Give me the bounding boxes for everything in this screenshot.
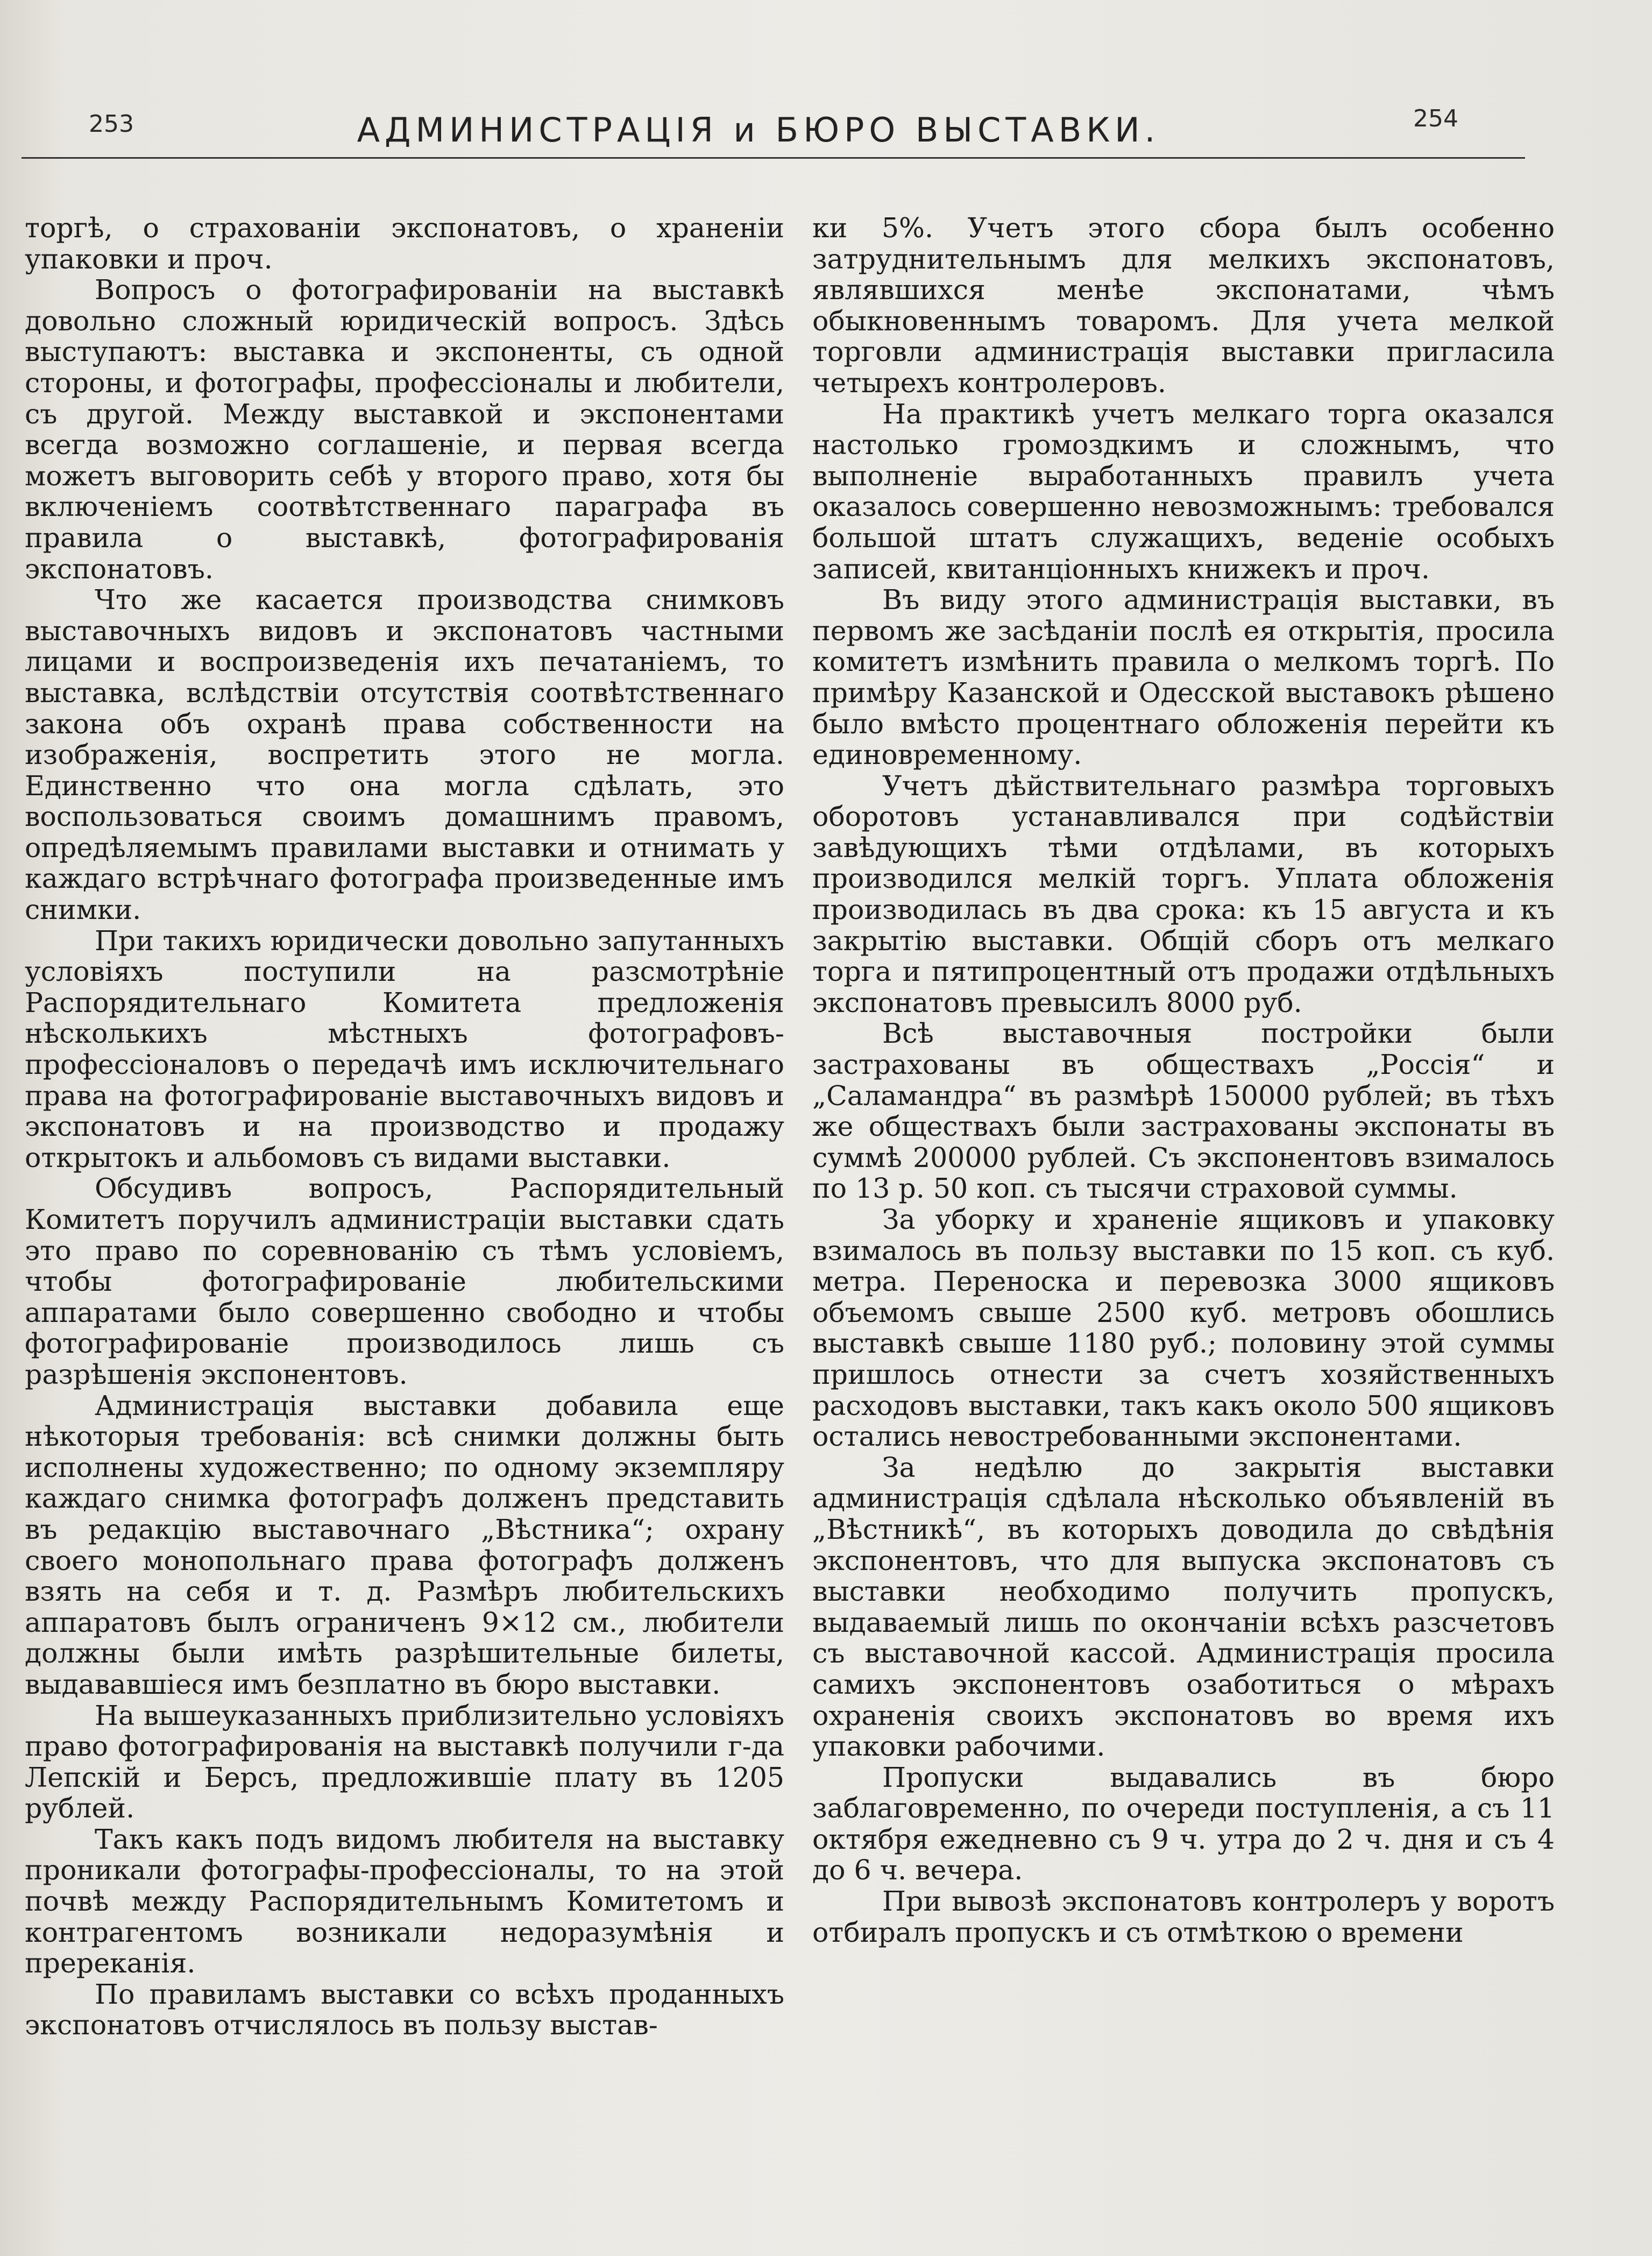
page-number-right: 254 [1413, 105, 1458, 132]
paragraph: За уборку и храненіе ящиковъ и упаковку взималось въ пользу выставки по 15 коп. съ куб. метра. Переноска и перевозка 3000 ящиковъ объемомъ свыше 2500 куб. метровъ обошлись выставкѣ свыше 1180 руб.; половину этой суммы пришлось отнести за счетъ хозяйственныхъ расходовъ выставки, такъ какъ около 500 ящиковъ остались невостребованными экспонентами. [812, 1204, 1555, 1453]
paragraph: За недѣлю до закрытія выставки администрація сдѣлала нѣсколько объявленій въ „Вѣстникѣ“, въ которыхъ доводила до свѣдѣнія экспонентовъ, что для выпуска экспонатовъ съ выставки необходимо получить пропускъ, выдаваемый лишь по окончаніи всѣхъ разсчетовъ съ выставочной кассой. Администрація просила самихъ экспонентовъ озаботиться о мѣрахъ охраненія своихъ экспонатовъ во время ихъ упаковки рабочими. [812, 1451, 1555, 1763]
paragraph: На вышеуказанныхъ приблизительно условіяхъ право фотографированія на выставкѣ получили г-да Лепскій и Берсъ, предложившіе плату въ 1205 рублей. [25, 1699, 784, 1824]
page-number-left: 253 [89, 110, 134, 138]
paragraph: Учетъ дѣйствительнаго размѣра торговыхъ оборотовъ устанавливался при содѣйствіи завѣдующихъ тѣми отдѣлами, въ которыхъ производился мелкій торгъ. Уплата обложенія производилась въ два срока: къ 15 августа и къ закрытію выставки. Общій сборъ отъ мелкаго торга и пятипроцентный отъ продажи отдѣльныхъ экспонатовъ превысилъ 8000 руб. [812, 769, 1555, 1019]
paragraph: При вывозѣ экспонатовъ контролеръ у воротъ отбиралъ пропускъ и съ отмѣткою о времени [812, 1885, 1555, 1948]
paragraph: Въ виду этого администрація выставки, въ первомъ же засѣданіи послѣ ея открытія, просила комитетъ измѣнить правила о мелкомъ торгѣ. По примѣру Казанской и Одесской выставокъ рѣшено было вмѣсто процентнаго обложенія перейти къ единовременному. [812, 584, 1555, 771]
right-column [812, 213, 1555, 1948]
paragraph: торгѣ, о страхованіи экспонатовъ, о храненіи упаковки и проч. [25, 212, 784, 275]
paragraph: На практикѣ учетъ мелкаго торга оказался настолько громоздкимъ и сложнымъ, что выполненіе выработанныхъ правилъ учета оказалось совершенно невозможнымъ: требовался большой штатъ служащихъ, веденіе особыхъ записей, квитанціонныхъ книжекъ и проч. [812, 398, 1555, 585]
left-column [25, 213, 784, 2041]
paragraph: Обсудивъ вопросъ, Распорядительный Комитетъ поручилъ администраціи выставки сдать это право по соревнованію съ тѣмъ условіемъ, чтобы фотографированіе любительскими аппаратами было совершенно свободно и чтобы фотографированіе производилось лишь съ разрѣшенія экспонентовъ. [25, 1172, 784, 1390]
paragraph: Такъ какъ подъ видомъ любителя на выставку проникали фотографы-профессіоналы, то на этой почвѣ между Распорядительнымъ Комитетомъ и контрагентомъ возникали недоразумѣнія и пререканія. [25, 1823, 784, 1979]
paragraph: Администрація выставки добавила еще нѣкоторыя требованія: всѣ снимки должны быть исполнены художественно; по одному экземпляру каждаго снимка фотографъ долженъ представить въ редакцію выставочнаго „Вѣстника“; охрану своего монопольнаго права фотографъ долженъ взять на себя и т. д. Размѣръ любительскихъ аппаратовъ былъ ограниченъ 9×12 см., любители должны были имѣть разрѣшительные билеты, выдававшіеся имъ безплатно въ бюро выставки. [25, 1389, 784, 1700]
paragraph: Пропуски выдавались въ бюро заблаговременно, по очереди поступленія, а съ 11 октября ежедневно съ 9 ч. утра до 2 ч. дня и съ 4 до 6 ч. вечера. [812, 1761, 1555, 1886]
paragraph: ки 5%. Учетъ этого сбора былъ особенно затруднительнымъ для мелкихъ экспонатовъ, являвшихся менѣе экспонатами, чѣмъ обыкновеннымъ товаромъ. Для учета мелкой торговли администрація выставки пригласила четырехъ контролеровъ. [812, 212, 1555, 399]
paragraph: Всѣ выставочныя постройки были застрахованы въ обществахъ „Россія“ и „Саламандра“ въ размѣрѣ 150000 рублей; въ тѣхъ же обществахъ были застрахованы экспонаты въ суммѣ 200000 рублей. Съ экспонентовъ взималось по 13 р. 50 коп. съ тысячи страховой суммы. [812, 1017, 1555, 1205]
paragraph: Что же касается производства снимковъ выставочныхъ видовъ и экспонатовъ частными лицами и воспроизведенія ихъ печатаніемъ, то выставка, вслѣдствіи отсутствія соотвѣтственнаго закона объ охранѣ права собственности на изображенія, воспретить этого не могла. Единственно что она могла сдѣлать, это воспользоваться своимъ домашнимъ правомъ, опредѣляемымъ правилами выставки и отнимать у каждаго встрѣчнаго фотографа произведенные имъ снимки. [25, 584, 784, 926]
paragraph: Вопросъ о фотографированіи на выставкѣ довольно сложный юридическій вопросъ. Здѣсь выступаютъ: выставка и экспоненты, съ одной стороны, и фотографы, профессіоналы и любители, съ другой. Между выставкой и экспонентами всегда возможно соглашеніе, и первая всегда можетъ выговорить себѣ у второго право, хотя бы включеніемъ соотвѣтственнаго параграфа въ правила о выставкѣ, фотографированія экспонатовъ. [25, 274, 784, 585]
running-title: АДМИНИСТРАЦІЯ и БЮРО ВЫСТАВКИ. [357, 110, 1160, 150]
paragraph: При такихъ юридически довольно запутанныхъ условіяхъ поступили на разсмотрѣніе Распорядительнаго Комитета предложенія нѣсколькихъ мѣстныхъ фотографовъ-профессіоналовъ о передачѣ имъ исключительнаго права на фотографированіе выставочныхъ видовъ и экспонатовъ и на производство и продажу открытокъ и альбомовъ съ видами выставки. [25, 924, 784, 1173]
header-rule [22, 157, 1525, 159]
paragraph: По правиламъ выставки со всѣхъ проданныхъ экспонатовъ отчислялось въ пользу выстав- [25, 1978, 784, 2041]
